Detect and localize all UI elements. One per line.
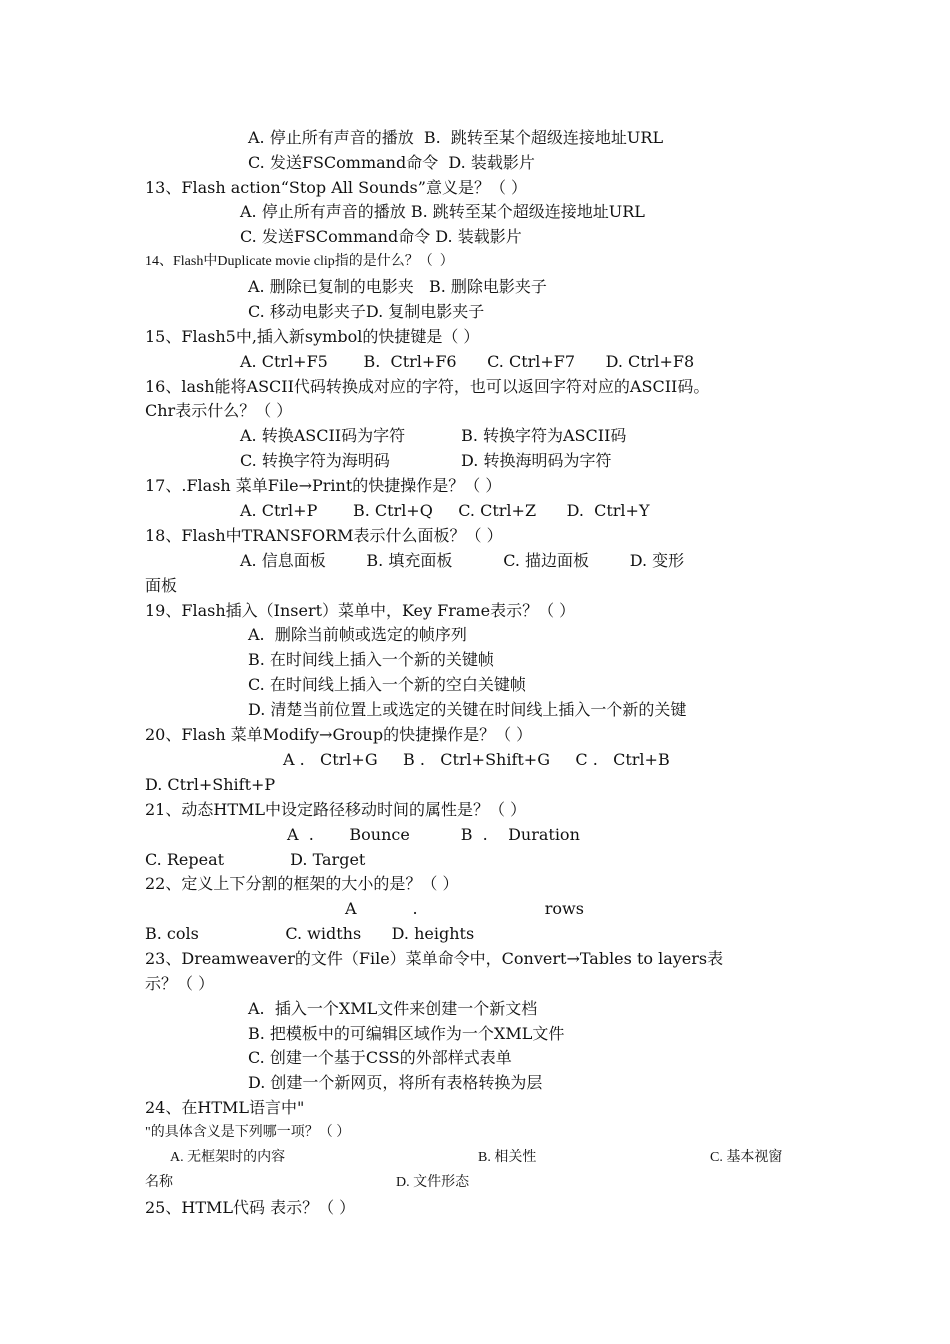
- q16-question-cont: Chr表示什么？（ ）: [145, 401, 293, 420]
- q19-option-d: D. 清楚当前位置上或选定的关键在时间线上插入一个新的关键: [248, 700, 687, 719]
- q13-question: 13、Flash action“Stop All Sounds”意义是？（ ）: [145, 178, 528, 197]
- q21-question: 21、动态HTML中设定路径移动时间的属性是？（ ）: [145, 800, 527, 819]
- q24-option-a: A. 无框架时的内容: [170, 1150, 286, 1165]
- q23-option-d: D. 创建一个新网页，将所有表格转换为层: [248, 1073, 543, 1092]
- q18-question: 18、Flash中TRANSFORM表示什么面板？（ ）: [145, 526, 503, 545]
- q24-option-c-cont: 名称: [145, 1175, 173, 1190]
- q16-options-cd: C. 转换字符为海明码 D. 转换海明码为字符: [240, 451, 612, 470]
- q18-options: A. 信息面板 B. 填充面板 C. 描边面板 D. 变形: [240, 551, 685, 570]
- q24-question-cont: "的具体含义是下列哪一项？（ ）: [145, 1125, 351, 1140]
- q20-question: 20、Flash 菜单Modify→Group的快捷操作是？（ ）: [145, 725, 533, 744]
- q21-options-ab: A . Bounce B . Duration: [287, 825, 580, 844]
- q19-option-c: C. 在时间线上插入一个新的空白关键帧: [248, 675, 526, 694]
- q14-options-cd: C. 移动电影夹子D. 复制电影夹子: [248, 302, 485, 321]
- q14-question: 14、Flash中Duplicate movie clip指的是什么？（ ）: [145, 254, 454, 269]
- q23-option-b: B. 把模板中的可编辑区域作为一个XML文件: [248, 1024, 565, 1043]
- q14-options-ab: A. 删除已复制的电影夹 B. 删除电影夹子: [248, 277, 547, 296]
- q15-question: 15、Flash5中,插入新symbol的快捷键是（ ）: [145, 327, 480, 346]
- q23-option-c: C. 创建一个基于CSS的外部样式表单: [248, 1048, 512, 1067]
- q15-options: A. Ctrl+F5 B. Ctrl+F6 C. Ctrl+F7 D. Ctrl+F8: [240, 352, 695, 371]
- q20-option-d: D. Ctrl+Shift+P: [145, 775, 276, 794]
- q23-option-a: A. 插入一个XML文件来创建一个新文档: [248, 999, 538, 1018]
- q22-option-a: A . rows: [345, 899, 584, 918]
- q21-options-cd: C. Repeat D. Target: [145, 850, 366, 869]
- q24-option-c: C. 基本视窗: [710, 1150, 783, 1165]
- q23-question-cont: 示？（ ）: [145, 974, 215, 993]
- q25-question: 25、HTML代码 表示？（ ）: [145, 1198, 356, 1217]
- q13-options-cd: C. 发送FSCommand命令 D. 装载影片: [240, 227, 522, 246]
- q24-question: 24、在HTML语言中": [145, 1098, 305, 1117]
- q24-option-d: D. 文件形态: [396, 1175, 470, 1190]
- q16-question: 16、lash能将ASCII代码转换成对应的字符，也可以返回字符对应的ASCII码。: [145, 377, 710, 396]
- q12-options-ab: A. 停止所有声音的播放 B. 跳转至某个超级连接地址URL: [248, 128, 664, 147]
- q12-options-cd: C. 发送FSCommand命令 D. 装载影片: [248, 153, 535, 172]
- q13-options-ab: A. 停止所有声音的播放 B. 跳转至某个超级连接地址URL: [240, 202, 645, 221]
- q24-option-b: B. 相关性: [478, 1150, 537, 1165]
- q23-question: 23、Dreamweaver的文件（File）菜单命令中，Convert→Tables to layers表: [145, 949, 724, 968]
- q17-question: 17、.Flash 菜单File→Print的快捷操作是？（ ）: [145, 476, 502, 495]
- q16-options-ab: A. 转换ASCII码为字符 B. 转换字符为ASCII码: [240, 426, 627, 445]
- q20-options-abc: A . Ctrl+G B . Ctrl+Shift+G C . Ctrl+B: [283, 750, 670, 769]
- q19-option-a: A. 删除当前帧或选定的帧序列: [248, 625, 467, 644]
- q19-question: 19、Flash插入（Insert）菜单中，Key Frame表示？（ ）: [145, 601, 576, 620]
- q22-question: 22、定义上下分割的框架的大小的是？（ ）: [145, 874, 459, 893]
- q18-options-cont: 面板: [145, 576, 178, 595]
- q22-options-bcd: B. cols C. widths D. heights: [145, 924, 475, 943]
- q19-option-b: B. 在时间线上插入一个新的关键帧: [248, 650, 494, 669]
- q17-options: A. Ctrl+P B. Ctrl+Q C. Ctrl+Z D. Ctrl+Y: [240, 501, 650, 520]
